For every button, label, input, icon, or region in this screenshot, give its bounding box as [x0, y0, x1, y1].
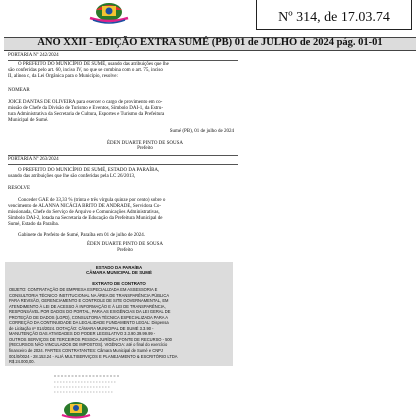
portaria-2-heading: RESOLVE	[8, 186, 31, 191]
portaria-1-body: JOICE DANTAS DE OLIVEIRA para exercer o cargo de provimento em co-	[8, 100, 163, 105]
extrato-line: 001/0/0024 - 28.153.24 - ALIÁ MULTISERVIÇOS E PLANEJAMENTO & ESCRITÓRIO LTDA	[9, 353, 178, 359]
portaria-2-number: PORTARIA Nº 263/2024	[8, 157, 59, 162]
extrato-line: CONSULTORIA TÉCNICO INSTITUCIONAL NA ÁREA DE TRANSPARÊNCIA PÚBLICA	[9, 292, 170, 298]
extrato-box	[5, 262, 233, 348]
law-reference-box	[256, 0, 412, 30]
extrato-line: financeiro de 2024. PARTES CONTRATANTES: Câmara Municipal de Sumé e CNPJ	[9, 348, 163, 353]
portaria-2-intro: usando das atribuições que lhe são conferidas pela LC 26/2013,	[8, 174, 136, 179]
edition-title: ANO XXII - EDIÇÃO EXTRA SUMÉ (PB) 01 de JULHO de 2024 pág. 01-01	[37, 37, 383, 48]
extrato-line: R$ 24.000,00.	[9, 359, 35, 364]
extrato-line: PROTEÇÃO DE DADOS (LGPD), CONSULTORIA TÉCNICA ESPECIALIZADA PARA A	[9, 314, 168, 320]
extrato-box-continued	[5, 348, 233, 366]
portaria-2-body: Conceder GAE de 33,33 % (trinta e três vírgula quinze por cento) sobre o	[18, 198, 166, 203]
portaria-1-body: Municipal de Sumé.	[8, 118, 49, 123]
portaria-1-body: missão de Chefe da Divisão de Turismo e Eventos, Símbolo DAI-1, da Estru-	[8, 106, 163, 111]
portaria-2-signer: ÉDEN DUARTE PINTO DE SOUSA	[87, 242, 163, 247]
portaria-2-intro: O PREFEITO DO MUNICÍPIO DE SUMÉ, ESTADO DA PARAÍBA,	[18, 168, 160, 173]
portaria-2-body: Sumé, Estado da Paraíba.	[8, 222, 59, 227]
portaria-2-body: missionada, Chefe do Serviço de Arquivo e Comunicações Administrativas,	[8, 210, 160, 215]
portaria-1-signer: ÉDEN DUARTE PINTO DE SOUSA	[107, 141, 183, 146]
divider	[8, 164, 238, 165]
portaria-1-intro: II, alínea c, da Lei Orgânica para o Município, resolve:	[8, 74, 118, 79]
divider	[8, 155, 238, 156]
portaria-1-role: Prefeito	[137, 146, 153, 151]
extrato-state: ESTADO DA PARAÍBA	[95, 265, 143, 270]
extrato-line: OUTROS SERVIÇOS DE TERCEIROS PESSOA JURÍDICA FONTE DE RECURSO - 500	[9, 336, 172, 342]
extrato-line: RESPONSÁVEL POR DADOS DO PORTAL, PARA AS EXIGÊNCIAS DA LEI GERAL DE	[9, 309, 171, 314]
extrato-line: CORREÇÃO DA CONTINUIDADE DA LEGALIDADE FUNDAMENTO LEGAL: Dispensa	[9, 320, 169, 325]
portaria-1-intro: O PREFEITO DO MUNICÍPIO DE SUMÉ, usando das atribuições que lhe	[18, 62, 169, 67]
portaria-1-intro: são conferidas pelo art. 60, inciso IV, no que se combina com o art. 75, inciso	[8, 68, 163, 73]
extrato-line: ATENDIMENTO À LEI DE ACESSO À INFORMAÇÃO E À LEI DE TRANSPARÊNCIA,	[9, 303, 166, 309]
portaria-2-body: Símbolo DAI-2, lotada na Secretaria de Educação da Prefeitura Municipal de	[8, 216, 163, 221]
portaria-1-heading: NOMEAR	[8, 88, 30, 93]
municipal-stamp	[50, 370, 170, 420]
extrato-line: de Licitação nº 014/2024. DOTAÇÃO: CÂMARA MUNICIPAL DE SUMÉ 3.3.90 -	[9, 325, 154, 331]
extrato-line: (RECURSOS NÃO VINCULADOS DE IMPOSTOS). VIGÊNCIA: até o final do exercício	[9, 342, 168, 347]
extrato-line: OBJETO: CONTRATAÇÃO DE EMPRESA ESPECIALIZADA EM ASSESSORIA E	[9, 287, 158, 292]
edition-bar	[4, 37, 416, 51]
extrato-chamber: CÂMARA MUNICIPAL DE SUMÉ	[86, 270, 152, 275]
extrato-line: MANUTENÇÃO DAS ATIVIDADES DO PODER LEGISLATIVO 3.3.90.39.99.99 -	[9, 331, 156, 336]
portaria-2-role: Prefeito	[117, 248, 133, 253]
divider	[8, 60, 238, 61]
portaria-2-date: Gabinete do Prefeito de Sumé, Paraíba em 01 de julho de 2024.	[18, 233, 146, 238]
portaria-2-body: vencimento de ALANNA NICÁCIA BRITO DE ANDRADE, Servidora Co-	[8, 204, 162, 209]
municipal-logo	[80, 0, 138, 24]
portaria-1-body: tura Administrativa da Secretaria de Cultura, Esportes e Turismo da Prefeitura	[8, 112, 165, 117]
extrato-title: EXTRATO DE CONTRATO	[92, 281, 146, 286]
portaria-1-number: PORTARIA Nº 242/2024	[8, 53, 59, 58]
extrato-line: PARA REVISÃO, GERENCIAMENTO E CONTROLE DE SITE GOVERNAMENTAL, EM	[9, 298, 169, 303]
law-reference: Nº 314, de 17.03.74	[278, 10, 390, 25]
portaria-1-date: Sumé (PB), 01 de julho de 2024	[169, 129, 234, 134]
